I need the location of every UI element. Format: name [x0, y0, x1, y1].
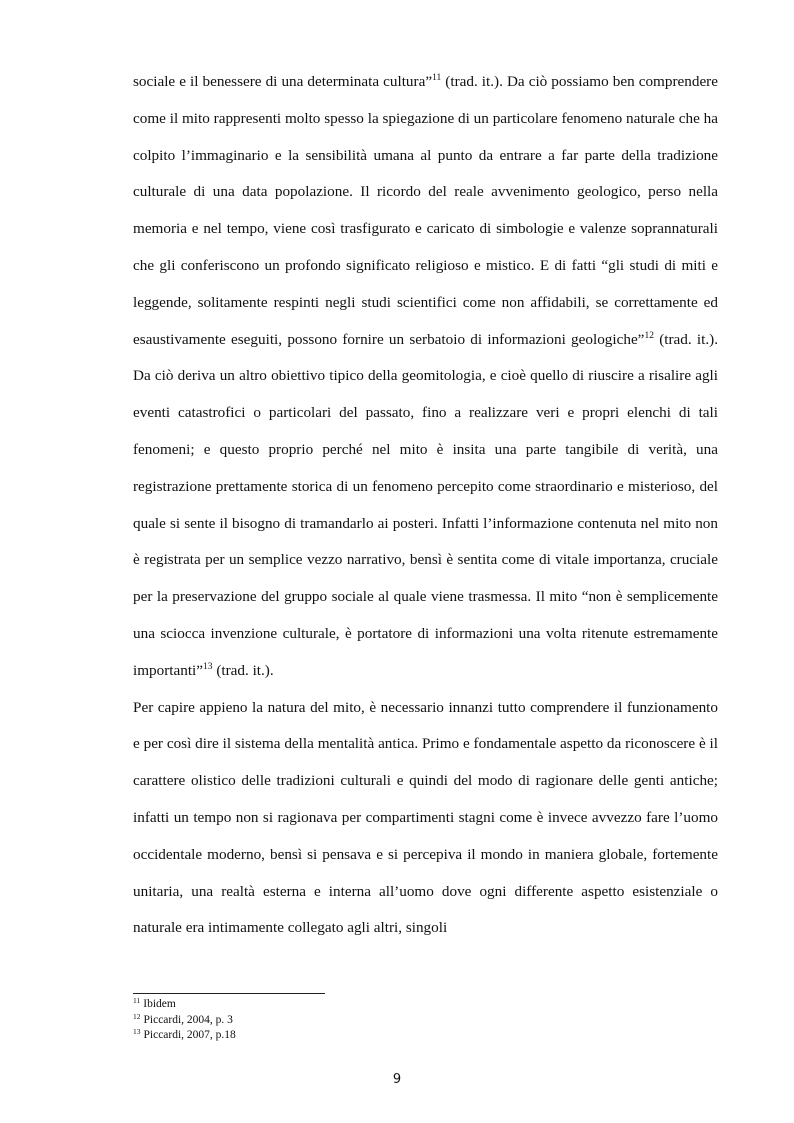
footnote-12 [133, 1013, 718, 1029]
paragraph-1-segment-1: sociale e il benessere di una determinata cultura” [133, 73, 433, 90]
paragraph-1-segment-2: (trad. it.). Da ciò possiamo ben comprendere come il mito rappresenti molto spesso la spiegazione di un particolare fenomeno naturale che ha colpito l’immaginario e la sensibilità umana al punto da entrare a far parte della tradizione culturale di una data popolazione. Il ricordo del reale avvenimento geologico, perso nella memoria e nel tempo, viene così trasfigurato e caricato di simbologie e valenze soprannaturali che gli conferiscono un profondo significato religioso e mistico. E di fatti “gli studi di miti e leggende, solitamente respinti negli studi scientifici come non affidabili, se correttamente ed esaustivamente eseguiti, possono fornire un serbatoio di informazioni geologiche” [133, 73, 718, 348]
footnote-11 [133, 997, 718, 1013]
paragraph-2 [133, 690, 718, 948]
paragraph-2-segment-1: Per capire appieno la natura del mito, è necessario innanzi tutto comprendere il funzionamento e per così dire il sistema della mentalità antica. Primo e fondamentale aspetto da riconoscere è il carattere olistico delle tradizioni culturali e quindi del modo di ragionare delle genti antiche; infatti un tempo non si ragionava per compartimenti stagni come è invece avvezzo fare l’uomo occidentale moderno, bensì si pensava e si percepiva il mondo in maniera globale, fortemente unitaria, una realtà esterna e interna all’uomo dove ogni differente aspetto esistenziale o naturale era intimamente collegato agli altri, singoli [133, 698, 718, 937]
footnote-ref-12: 12 [644, 330, 654, 341]
footnotes [133, 997, 718, 1044]
footnote-text: Ibidem [143, 998, 176, 1010]
paragraph-1-segment-4: (trad. it.). [212, 661, 274, 679]
footnote-number: 12 [133, 1011, 141, 1021]
footnote-ref-11: 11 [432, 73, 442, 83]
page-number: 9 [392, 1072, 402, 1087]
footnote-text: Piccardi, 2007, p.18 [143, 1029, 236, 1041]
footnote-ref-13: 13 [203, 661, 213, 672]
body-text [133, 64, 718, 947]
paragraph-1 [133, 64, 718, 690]
footnote-separator [133, 993, 325, 994]
footnote-number: 13 [133, 1027, 141, 1036]
footnote-13 [133, 1028, 718, 1044]
footnote-text: Piccardi, 2004, p. 3 [143, 1013, 233, 1026]
footnote-number: 11 [133, 996, 141, 1005]
paragraph-1-segment-3: (trad. it.). Da ciò deriva un altro obiettivo tipico della geomitologia, e cioè quello di riuscire a risalire agli eventi catastrofici o particolari del passato, fino a realizzare veri e propri elenchi di tali fenomeni; e questo proprio perché nel mito è insita una parte tangibile di verità, una registrazione prettamente storica di un fenomeno percepito come straordinario e misterioso, del quale si sente il bisogno di tramandarlo ai posteri. Infatti l’informazione contenuta nel mito non è registrata per un semplice vezzo narrativo, bensì è sentita come di vitale importanza, cruciale per la preservazione del gruppo sociale al quale viene trasmessa. Il mito “non è semplicemente una sciocca invenzione culturale, è portatore di informazioni una volta ritenute estremamente importanti” [133, 330, 718, 679]
